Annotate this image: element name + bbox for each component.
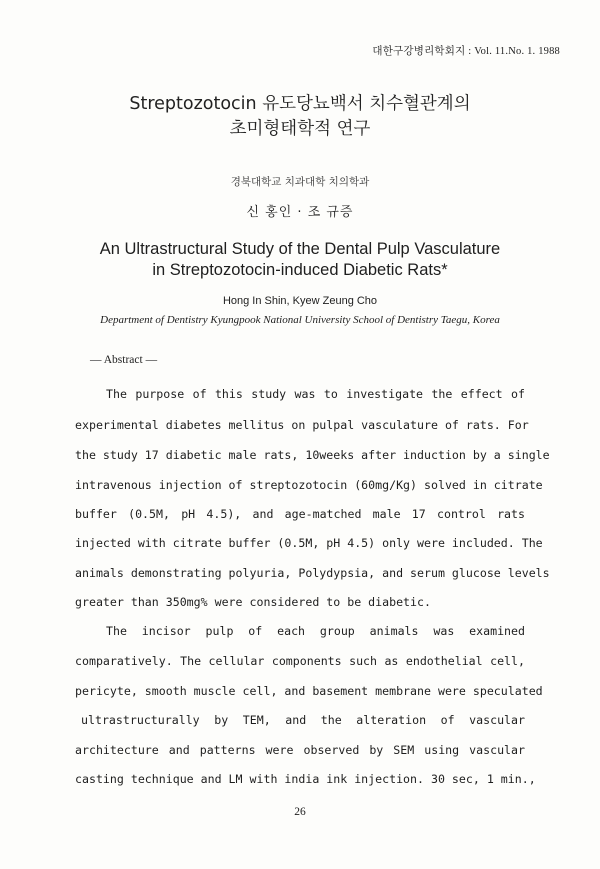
abstract-line: The purpose of this study was to investigate the effect of — [106, 387, 525, 401]
abstract-line: intravenous injection of streptozotocin (60mg/Kg) solved in citrate — [75, 478, 543, 492]
korean-title — [0, 92, 600, 142]
abstract-line: the study 17 diabetic male rats, 10weeks after induction by a single — [75, 448, 550, 462]
english-affiliation: Department of Dentistry Kyungpook National University School of Dentistry Taegu, Korea — [100, 314, 500, 326]
korean-affiliation: 경북대학교 치과대학 치의학과 — [230, 176, 370, 188]
abstract-line: experimental diabetes mellitus on pulpal vasculature of rats. For — [75, 418, 529, 432]
page-number: 26 — [294, 806, 306, 818]
abstract-line: ultrastructurally by TEM, and the alteration of vascular — [81, 713, 525, 727]
english-authors: Hong In Shin, Kyew Zeung Cho — [222, 295, 378, 307]
abstract-line: greater than 350mg% were considered to be diabetic. — [75, 595, 431, 609]
abstract-line: animals demonstrating polyuria, Polydypsia, and serum glucose levels — [75, 566, 550, 580]
english-title-line-2: in Streptozotocin-induced Diabetic Rats* — [152, 261, 448, 279]
abstract-line: buffer (0.5M, pH 4.5), and age-matched male 17 control rats — [75, 507, 525, 521]
journal-header: 대한구강병리학회지 : Vol. 11.No. 1. 1988 — [372, 46, 560, 57]
korean-title-line-2: 초미형태학적 연구 — [229, 119, 371, 139]
abstract-line: comparatively. The cellular components such as endothelial cell, — [75, 654, 525, 668]
abstract-line: The incisor pulp of each group animals was examined — [106, 624, 525, 638]
korean-title-line-1: Streptozotocin 유도당뇨백서 치수혈관계의 — [129, 94, 471, 114]
english-title — [0, 239, 600, 281]
korean-authors: 신 홍인 · 조 규증 — [246, 205, 354, 220]
abstract-line: pericyte, smooth muscle cell, and basement membrane were speculated — [75, 684, 543, 698]
abstract-heading: — Abstract — — [90, 354, 158, 366]
abstract-line: architecture and patterns were observed by SEM using vascular — [75, 743, 525, 757]
english-title-line-1: An Ultrastructural Study of the Dental Pulp Vasculature — [99, 240, 501, 258]
abstract-line: injected with citrate buffer (0.5M, pH 4.5) only were included. The — [75, 536, 543, 550]
abstract-line: casting technique and LM with india ink injection. 30 sec, 1 min., — [75, 772, 536, 786]
